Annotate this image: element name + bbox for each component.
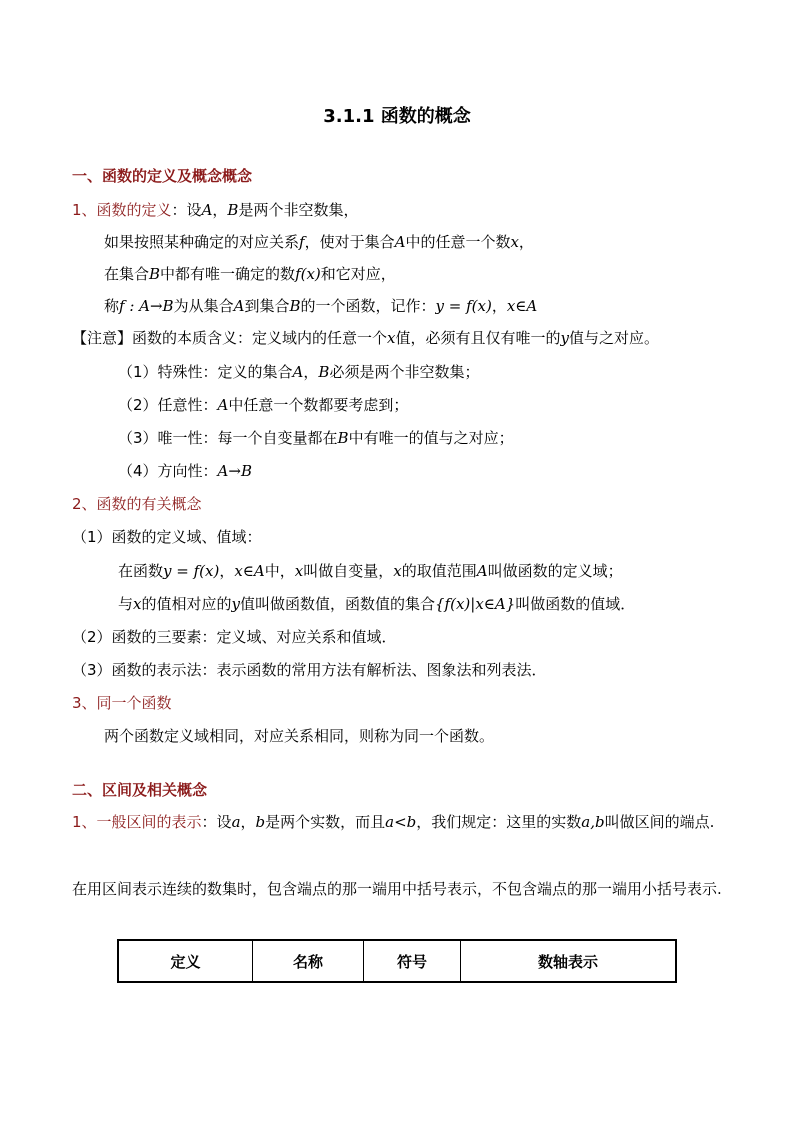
note-point-3: （3）唯一性：每一个自变量都在B中有唯一的值与之对应； (118, 429, 514, 447)
three-elements-line: （2）函数的三要素：定义域、对应关系和值域． (72, 628, 397, 646)
table-header-row (118, 940, 676, 982)
subheading-related-concepts: 2、函数的有关概念 (72, 495, 202, 513)
table-header-number-line: 数轴表示 (461, 940, 677, 982)
subheading-same-function: 3、同一个函数 (72, 694, 172, 712)
definition-line-2: 如果按照某种确定的对应关系f，使对于集合A中的任意一个数x， (104, 233, 534, 251)
section-heading-1: 一、函数的定义及概念概念 (72, 167, 253, 185)
interval-table (117, 939, 677, 983)
definition-line-1: 1、函数的定义：设A，B是两个非空数集， (72, 201, 359, 219)
subheading-function-definition: 1、函数的定义 (72, 201, 172, 219)
bracket-rule-paragraph: 在用区间表示连续的数集时，包含端点的那一端用中括号表示，不包含端点的那一端用小括号表示. (72, 880, 722, 898)
note-point-1: （1）特殊性：定义的集合A，B必须是两个非空数集； (118, 363, 480, 381)
note-point-2: （2）任意性：A中任意一个数都要考虑到； (118, 396, 409, 414)
same-function-text: 两个函数定义域相同，对应关系相同，则称为同一个函数。 (104, 727, 495, 745)
domain-range-heading: （1）函数的定义域、值域： (72, 528, 262, 546)
table-header-symbol: 符号 (364, 940, 461, 982)
page-title: 3.1.1 函数的概念 (323, 106, 471, 127)
domain-line: 在函数y = f(x)，x∈A中，x叫做自变量，x的取值范围A叫做函数的定义域； (118, 562, 623, 580)
definition-line-4: 称f : A→B为从集合A到集合B的一个函数，记作：y = f(x)，x∈A (104, 297, 538, 315)
note-label: 【注意】 (72, 329, 133, 347)
table-header-definition: 定义 (118, 940, 253, 982)
range-line: 与x的值相对应的y值叫做函数值，函数值的集合{f(x)|x∈A}叫做函数的值域． (118, 595, 636, 613)
definition-line-3: 在集合B中都有唯一确定的数f(x)和它对应， (104, 265, 396, 283)
section-heading-2: 二、区间及相关概念 (72, 781, 208, 799)
note-point-4: （4）方向性：A→B (118, 462, 252, 480)
table-header-name: 名称 (253, 940, 364, 982)
subheading-interval-notation: 1、一般区间的表示 (72, 813, 202, 831)
note-line: 【注意】函数的本质含义：定义域内的任意一个x值，必须有且仅有唯一的y值与之对应。 (72, 329, 660, 347)
interval-definition-paragraph: 1、一般区间的表示：设a，b是两个实数，而且a<b，我们规定：这里的实数a,b叫做区间的端点. (72, 813, 715, 831)
representation-line: （3）函数的表示法：表示函数的常用方法有解析法、图象法和列表法． (72, 661, 547, 679)
